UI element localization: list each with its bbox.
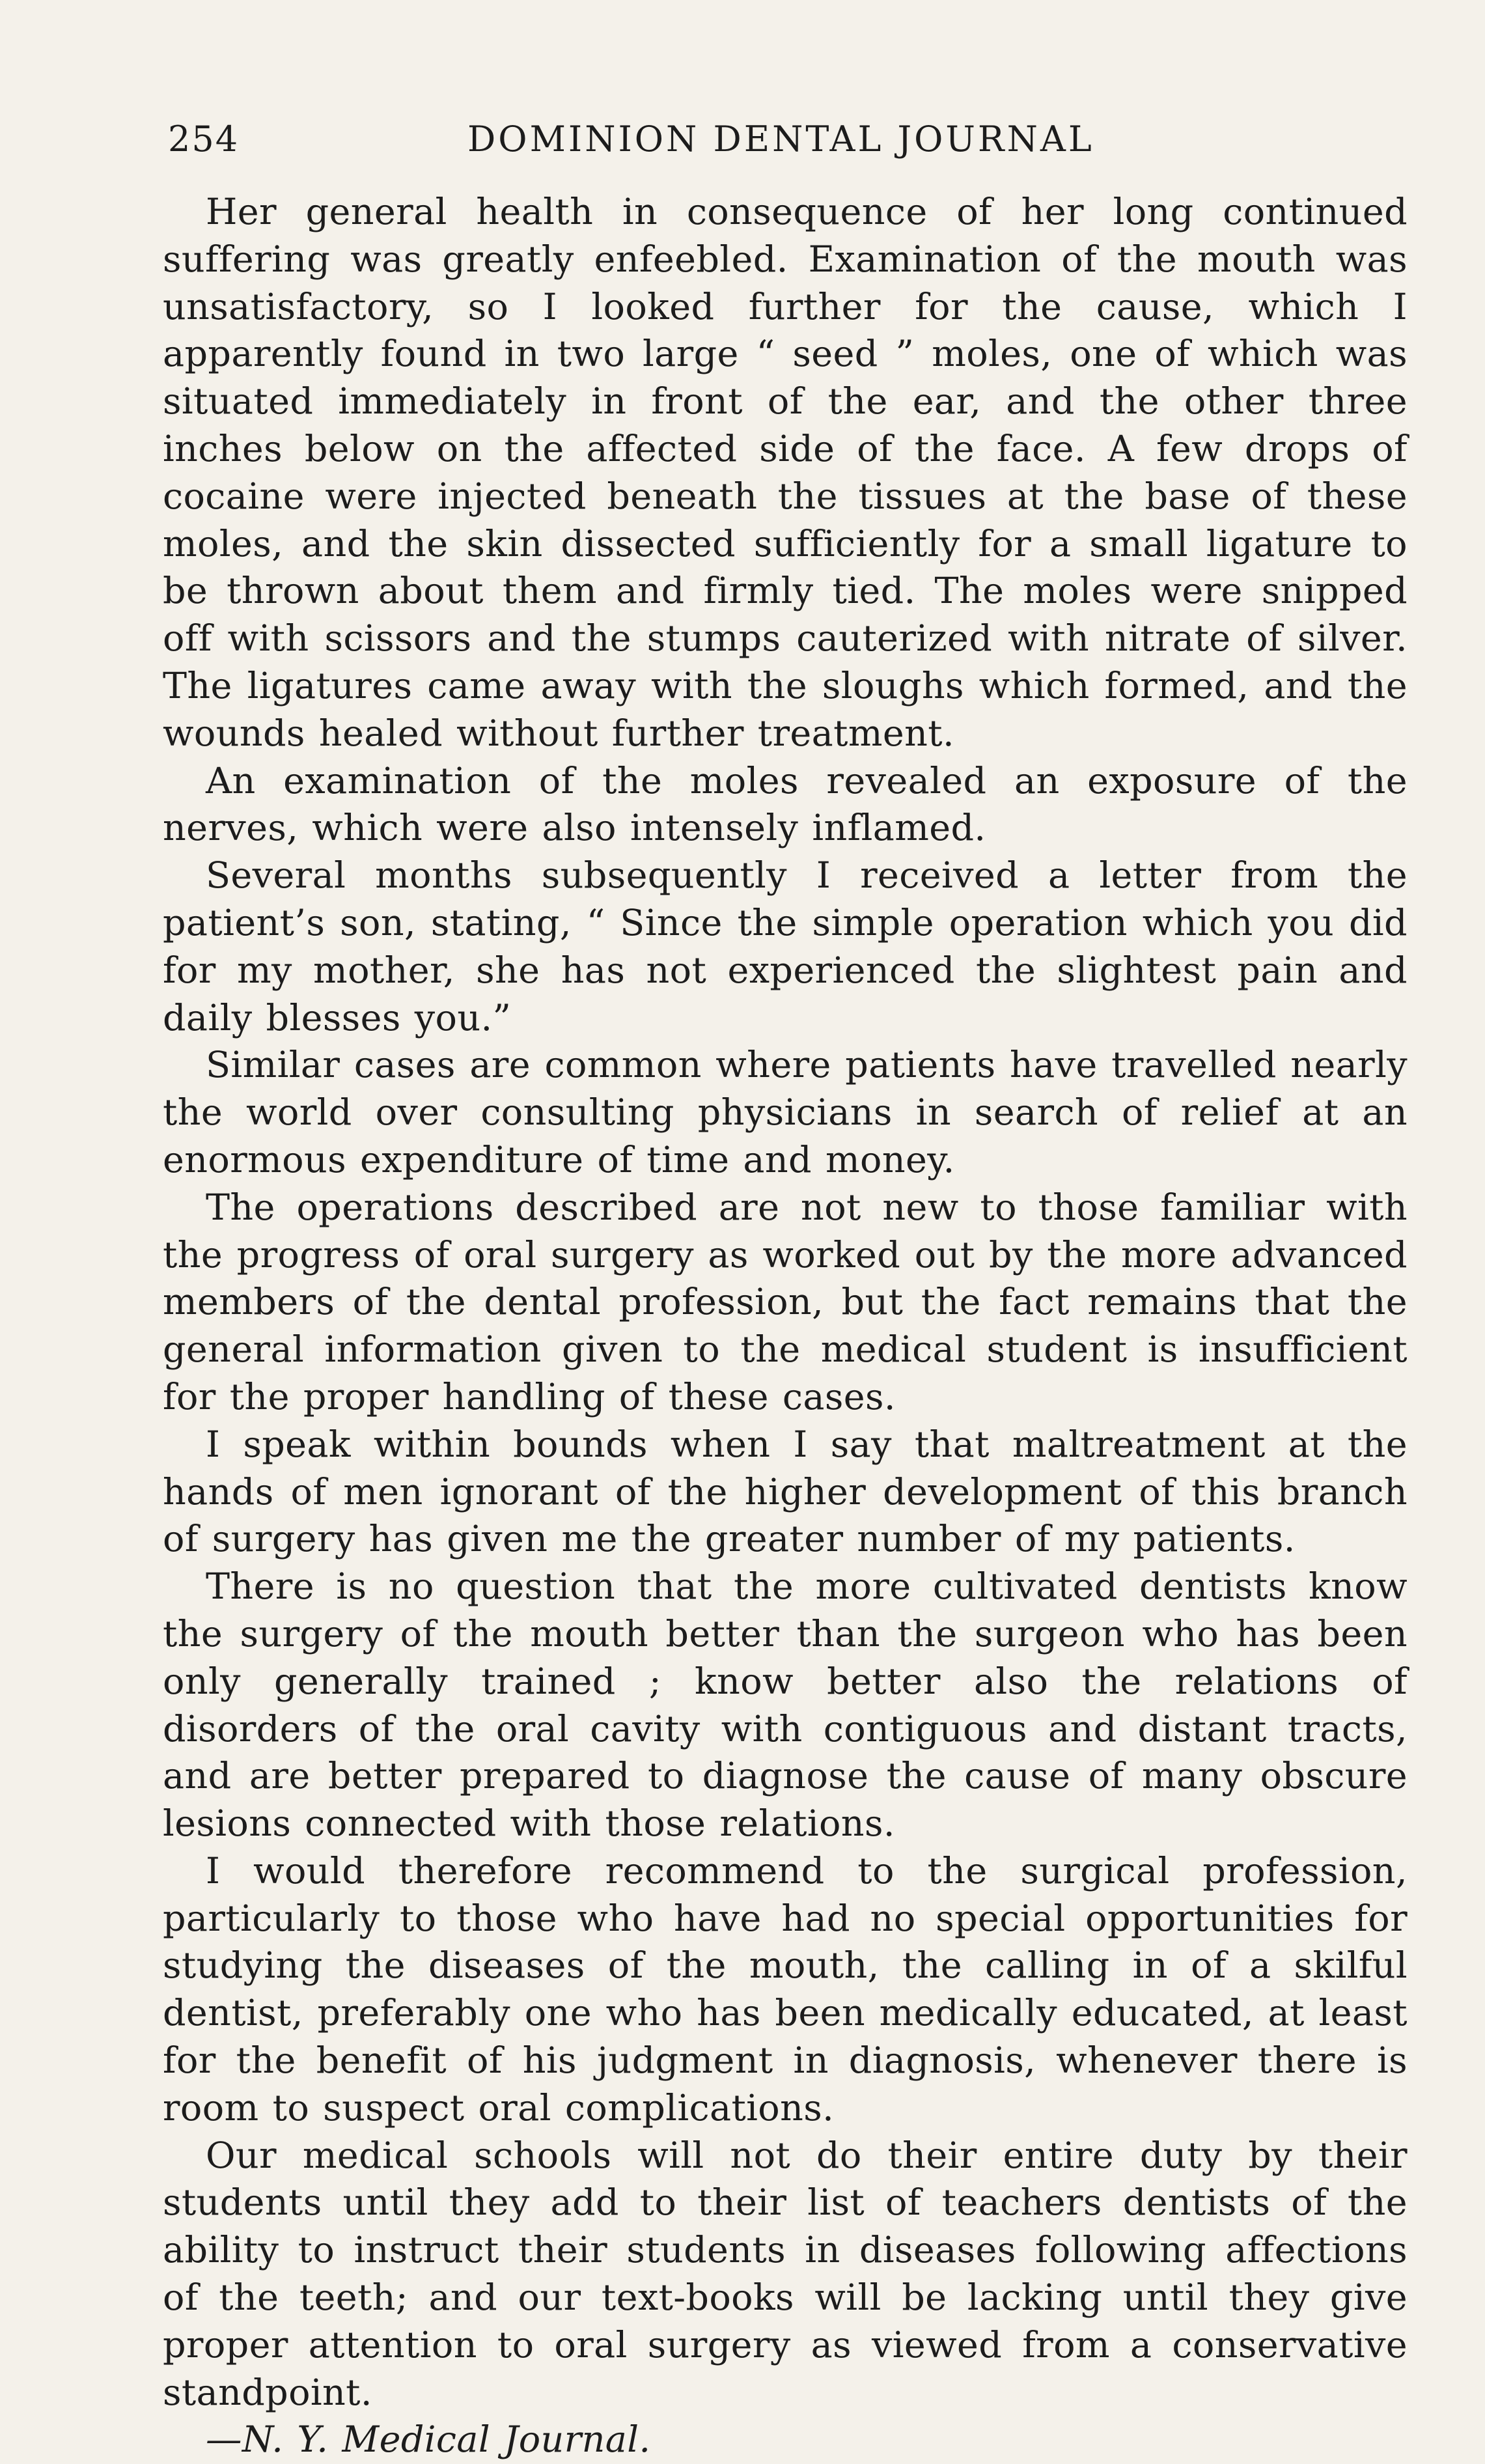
source-citation: —N. Y. Medical Journal. [206,2418,651,2461]
running-head [168,119,1405,171]
source-citation-line [163,2416,1408,2464]
paragraph: Our medical schools will not do their entire duty by their students until they add to their list of teachers dentists of the ability to instruct their students in diseases following affections of the teeth; and our text-books will be lacking until they give proper attention to oral surgery as viewed from a conservative standpoint. [163,2134,1408,2414]
article-body [163,189,1408,2464]
paragraph: Several months subsequently I received a letter from the patient’s son, stating, “ Since the simple operation which you did for my mother, she has not experienced the slightest pain and daily blesses you.” [163,854,1408,1039]
paragraph: I speak within bounds when I say that maltreatment at the hands of men ignorant of the higher development of this branch of surgery has given me the greater number of my patients. [163,1423,1408,1561]
paragraph: I would therefore recommend to the surgical profession, particularly to those who have had no special opportunities for studying the diseases of the mouth, the calling in of a skilful dentist, preferably one who has been medically educated, at least for the benefit of his judgment in diagnosis, whenever there is room to suspect oral complications. [163,1849,1408,2129]
journal-title: DOMINION DENTAL JOURNAL [467,119,1094,160]
page-number: 254 [168,119,240,160]
paragraph: An examination of the moles revealed an exposure of the nerves, which were also intensely inflamed. [163,759,1408,850]
paragraph: The operations described are not new to those familiar with the progress of oral surgery as worked out by the more advanced members of the dental profession, but the fact remains that the general information given to the medical student is insufficient for the proper handling of these cases. [163,1186,1408,1418]
paragraph: Her general health in consequence of her long continued suffering was greatly enfeebled. Examination of the mouth was unsatisfactory, so I looked further for the cause, which I apparently found in two large “ seed ” moles, one of which was situated immediately in front of the ear, and the other three inches below on the affected side of the face. A few drops of cocaine were injected beneath the tissues at the base of these moles, and the skin dissected sufficiently for a small ligature to be thrown about them and firmly tied. The moles were snipped off with scissors and the stumps cauterized with nitrate of silver. The ligatures came away with the sloughs which formed, and the wounds healed without further treatment. [163,191,1408,755]
paragraph: There is no question that the more cultivated dentists know the surgery of the mouth better than the surgeon who has been only generally trained ; know better also the relations of disorders of the oral cavity with contiguous and distant tracts, and are better prepared to diagnose the cause of many obscure lesions connected with those relations. [163,1565,1408,1845]
paragraph: Similar cases are common where patients have travelled nearly the world over consulting physicians in search of relief at an enormous expenditure of time and money. [163,1044,1408,1181]
